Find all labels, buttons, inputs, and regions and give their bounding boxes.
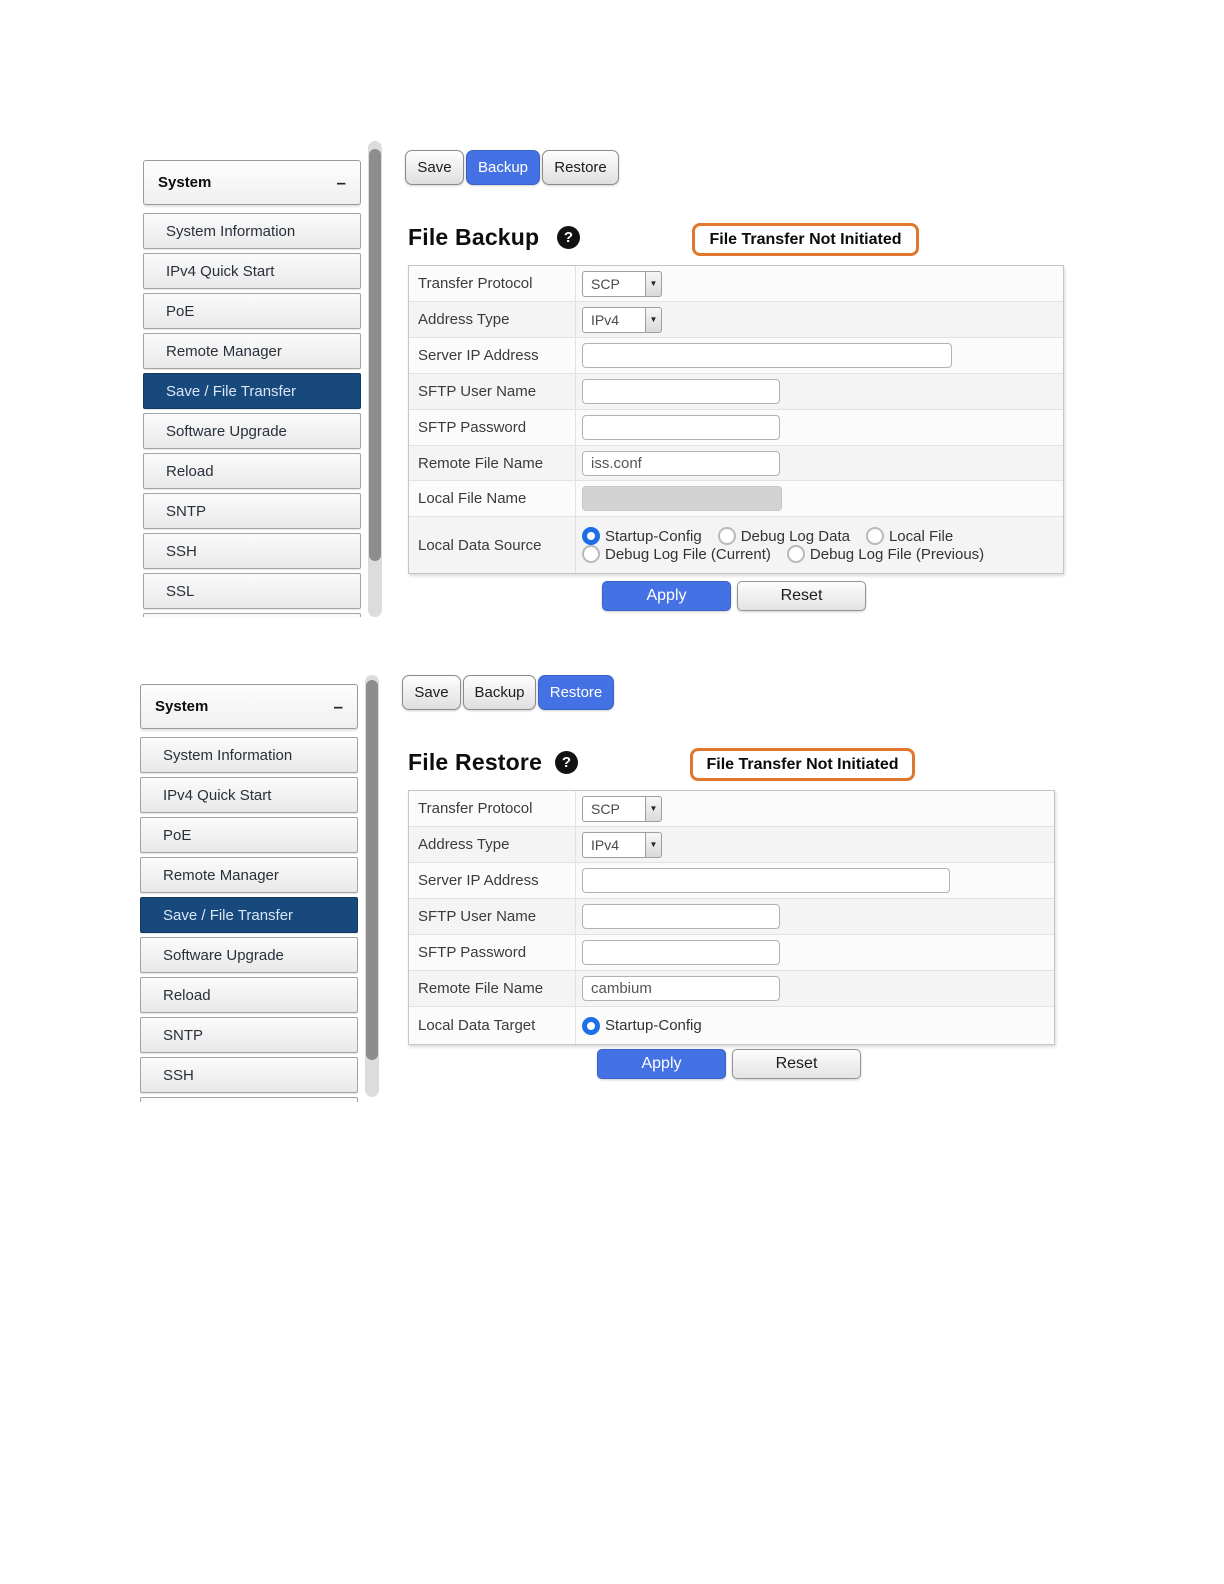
sidebar-scrollbar[interactable] xyxy=(368,141,382,617)
remote-filename-input[interactable] xyxy=(582,976,780,1001)
sidebar-header-label: System xyxy=(155,698,209,715)
restore-button[interactable]: Restore xyxy=(542,150,619,185)
radio-dot xyxy=(582,1017,600,1035)
sidebar-item-save-file-transfer[interactable]: Save / File Transfer xyxy=(140,897,358,933)
help-icon[interactable]: ? xyxy=(555,751,578,774)
select-value: IPv4 xyxy=(582,832,646,858)
radio-local-file[interactable]: Local File xyxy=(866,527,953,545)
save-button[interactable]: Save xyxy=(405,150,464,185)
status-badge: File Transfer Not Initiated xyxy=(690,748,915,781)
sidebar-item-ssh[interactable]: SSH xyxy=(140,1057,358,1093)
sidebar-item-system-information[interactable]: System Information xyxy=(140,737,358,773)
sidebar-item-reload[interactable]: Reload xyxy=(140,977,358,1013)
sidebar-item-poe[interactable]: PoE xyxy=(143,293,361,329)
form-label: SFTP User Name xyxy=(409,899,576,934)
sidebar-item-software-upgrade[interactable]: Software Upgrade xyxy=(140,937,358,973)
radio-debug-log-file-previous[interactable]: Debug Log File (Previous) xyxy=(787,545,984,563)
apply-button[interactable]: Apply xyxy=(597,1049,726,1079)
radio-debug-log-data[interactable]: Debug Log Data xyxy=(718,527,850,545)
sidebar-item-sntp[interactable]: SNTP xyxy=(143,493,361,529)
form-label: SFTP Password xyxy=(409,410,576,445)
system-sidebar xyxy=(140,684,358,1102)
server-ip-input[interactable] xyxy=(582,868,950,893)
sidebar-header-system[interactable] xyxy=(143,160,361,205)
backup-button[interactable]: Backup xyxy=(466,150,540,185)
local-filename-input xyxy=(582,486,782,511)
transfer-protocol-select[interactable] xyxy=(582,271,662,297)
sidebar-item-ipv4-quick-start[interactable]: IPv4 Quick Start xyxy=(140,777,358,813)
sidebar-item-reload[interactable]: Reload xyxy=(143,453,361,489)
radio-dot xyxy=(582,527,600,545)
sftp-username-input[interactable] xyxy=(582,904,780,929)
address-type-select[interactable] xyxy=(582,832,662,858)
sidebar-item-ssl[interactable]: SSL xyxy=(143,573,361,609)
form-label: Address Type xyxy=(409,827,576,862)
save-button[interactable]: Save xyxy=(402,675,461,710)
form-label: Server IP Address xyxy=(409,338,576,373)
select-value: IPv4 xyxy=(582,307,646,333)
form-label: Local File Name xyxy=(409,481,576,516)
sftp-password-input[interactable] xyxy=(582,940,780,965)
chevron-down-icon[interactable]: ▼ xyxy=(646,832,662,858)
sidebar-item-partial[interactable] xyxy=(143,613,361,617)
transfer-protocol-select[interactable] xyxy=(582,796,662,822)
file-restore-form xyxy=(408,790,1055,1045)
radio-dot xyxy=(866,527,884,545)
sftp-username-input[interactable] xyxy=(582,379,780,404)
chevron-down-icon[interactable]: ▼ xyxy=(646,796,662,822)
sidebar-header-system[interactable] xyxy=(140,684,358,729)
reset-button[interactable]: Reset xyxy=(737,581,866,611)
form-label: SFTP User Name xyxy=(409,374,576,409)
sidebar-item-save-file-transfer[interactable]: Save / File Transfer xyxy=(143,373,361,409)
file-backup-form xyxy=(408,265,1064,574)
scrollbar-thumb[interactable] xyxy=(369,149,381,561)
help-icon[interactable]: ? xyxy=(557,226,580,249)
sidebar-item-system-information[interactable]: System Information xyxy=(143,213,361,249)
reset-button[interactable]: Reset xyxy=(732,1049,861,1079)
status-badge: File Transfer Not Initiated xyxy=(692,223,919,256)
chevron-down-icon[interactable]: ▼ xyxy=(646,271,662,297)
sidebar-header-label: System xyxy=(158,174,212,191)
radio-dot xyxy=(718,527,736,545)
scrollbar-thumb[interactable] xyxy=(366,680,378,1060)
select-value: SCP xyxy=(582,796,646,822)
address-type-select[interactable] xyxy=(582,307,662,333)
collapse-icon[interactable]: – xyxy=(336,173,346,192)
sftp-password-input[interactable] xyxy=(582,415,780,440)
radio-dot xyxy=(787,545,805,563)
apply-button[interactable]: Apply xyxy=(602,581,731,611)
sidebar-item-ssh[interactable]: SSH xyxy=(143,533,361,569)
backup-button[interactable]: Backup xyxy=(463,675,536,710)
form-label: Local Data Source xyxy=(409,517,576,573)
form-label: Remote File Name xyxy=(409,446,576,480)
page-title: File Backup xyxy=(408,224,540,250)
sidebar-item-poe[interactable]: PoE xyxy=(140,817,358,853)
collapse-icon[interactable]: – xyxy=(333,697,343,716)
form-label: Server IP Address xyxy=(409,863,576,898)
radio-startup-config[interactable]: Startup-Config xyxy=(582,527,702,545)
server-ip-input[interactable] xyxy=(582,343,952,368)
sidebar-item-software-upgrade[interactable]: Software Upgrade xyxy=(143,413,361,449)
form-label: Remote File Name xyxy=(409,971,576,1006)
sidebar-item-ipv4-quick-start[interactable]: IPv4 Quick Start xyxy=(143,253,361,289)
sidebar-scrollbar[interactable] xyxy=(365,675,379,1097)
radio-dot xyxy=(582,545,600,563)
sidebar-item-remote-manager[interactable]: Remote Manager xyxy=(143,333,361,369)
select-value: SCP xyxy=(582,271,646,297)
system-sidebar xyxy=(143,160,361,617)
form-label: Transfer Protocol xyxy=(409,266,576,301)
form-label: Transfer Protocol xyxy=(409,791,576,826)
form-label: Address Type xyxy=(409,302,576,337)
restore-button[interactable]: Restore xyxy=(538,675,614,710)
sidebar-item-partial[interactable] xyxy=(140,1097,358,1102)
radio-startup-config[interactable]: Startup-Config xyxy=(582,1017,702,1035)
form-label: Local Data Target xyxy=(409,1007,576,1044)
chevron-down-icon[interactable]: ▼ xyxy=(646,307,662,333)
sidebar-item-remote-manager[interactable]: Remote Manager xyxy=(140,857,358,893)
sidebar-item-sntp[interactable]: SNTP xyxy=(140,1017,358,1053)
remote-filename-input[interactable] xyxy=(582,451,780,476)
radio-debug-log-file-current[interactable]: Debug Log File (Current) xyxy=(582,545,771,563)
form-label: SFTP Password xyxy=(409,935,576,970)
page-title: File Restore xyxy=(408,749,543,775)
